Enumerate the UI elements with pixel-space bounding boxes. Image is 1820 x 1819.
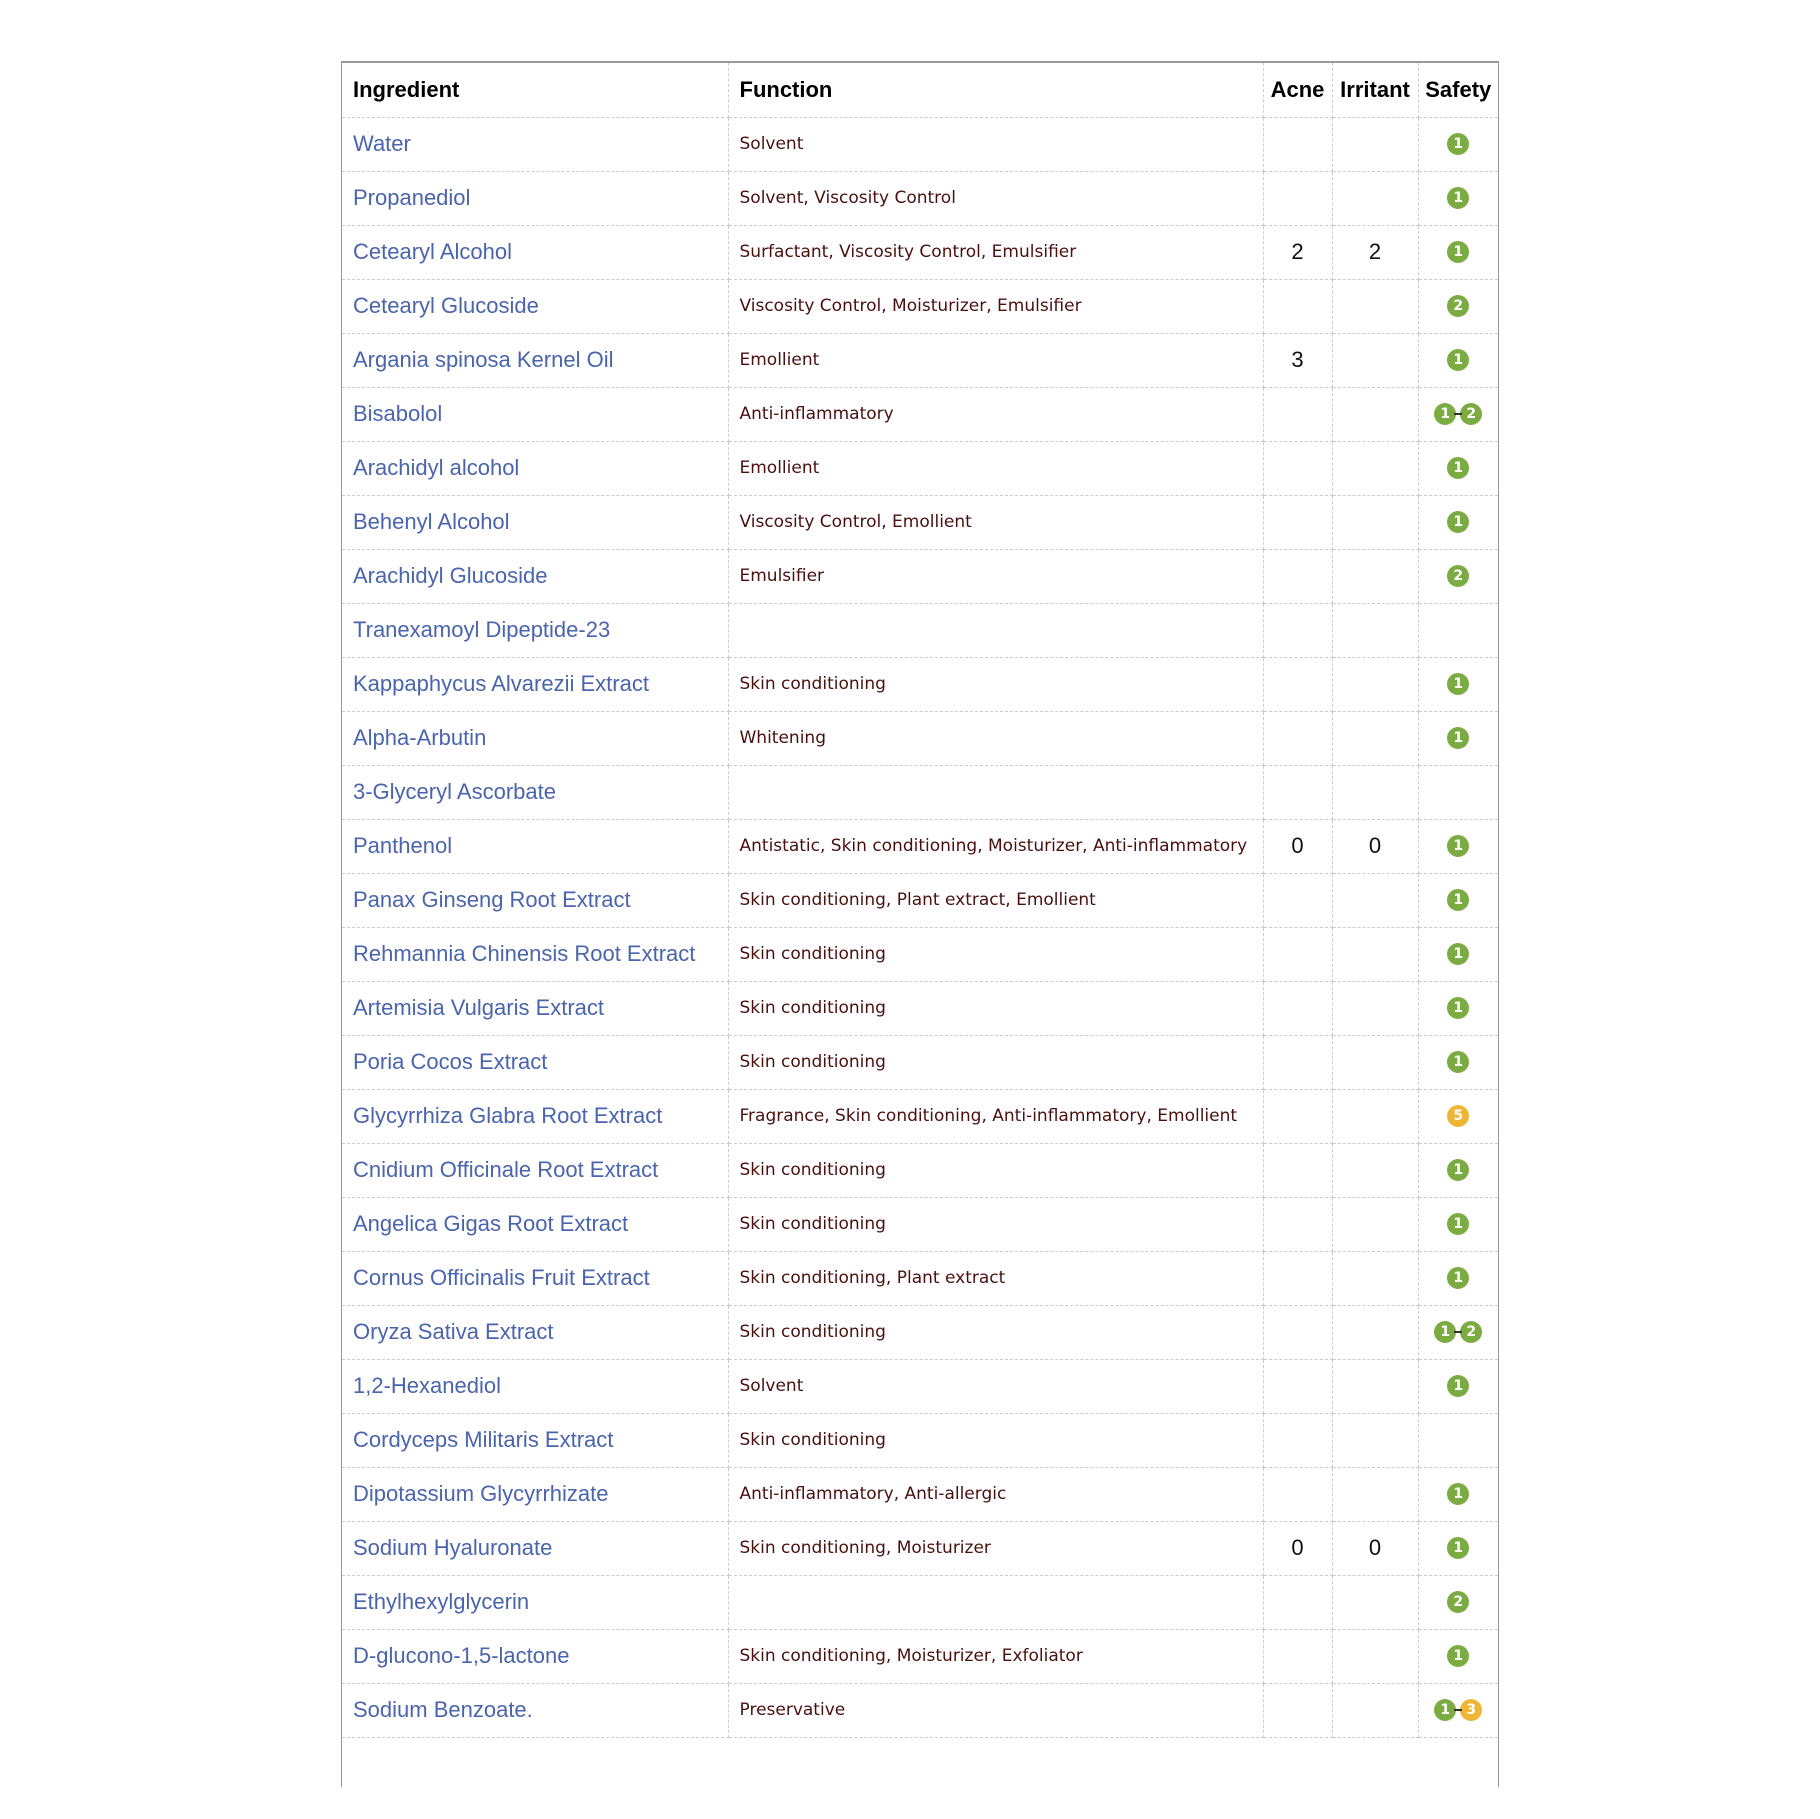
ingredient-link[interactable]: Panax Ginseng Root Extract xyxy=(342,873,728,927)
safety-cell xyxy=(1418,603,1498,657)
acne-cell xyxy=(1263,1197,1332,1251)
ingredient-link[interactable]: Behenyl Alcohol xyxy=(342,495,728,549)
safety-score-badge: 1 xyxy=(1447,835,1469,857)
safety-score-badge: 3 xyxy=(1460,1699,1482,1721)
table-row xyxy=(342,1251,1498,1305)
acne-cell xyxy=(1263,1035,1332,1089)
table-row xyxy=(342,441,1498,495)
ingredient-link[interactable]: Water xyxy=(342,117,728,171)
acne-cell xyxy=(1263,603,1332,657)
safety-score-badge: 1 xyxy=(1434,403,1456,425)
irritant-cell xyxy=(1332,1467,1418,1521)
table-row xyxy=(342,927,1498,981)
function-cell: Preservative xyxy=(728,1683,1263,1737)
acne-cell xyxy=(1263,1143,1332,1197)
function-cell: Skin conditioning xyxy=(728,657,1263,711)
ingredient-link[interactable]: Poria Cocos Extract xyxy=(342,1035,728,1089)
safety-cell xyxy=(1418,1251,1498,1305)
safety-cell xyxy=(1418,765,1498,819)
table-row xyxy=(342,765,1498,819)
table-row xyxy=(342,711,1498,765)
table-row xyxy=(342,1089,1498,1143)
safety-score-badge: 1 xyxy=(1447,727,1469,749)
safety-cell xyxy=(1418,333,1498,387)
safety-cell xyxy=(1418,1143,1498,1197)
ingredient-link[interactable]: Propanediol xyxy=(342,171,728,225)
safety-cell xyxy=(1418,711,1498,765)
irritant-cell xyxy=(1332,873,1418,927)
irritant-cell xyxy=(1332,603,1418,657)
safety-range-dash xyxy=(1454,1709,1462,1711)
irritant-cell: 0 xyxy=(1332,1521,1418,1575)
function-cell: Viscosity Control, Moisturizer, Emulsifier xyxy=(728,279,1263,333)
ingredient-link[interactable]: Kappaphycus Alvarezii Extract xyxy=(342,657,728,711)
function-cell xyxy=(728,1575,1263,1629)
acne-cell xyxy=(1263,171,1332,225)
safety-cell xyxy=(1418,171,1498,225)
irritant-cell xyxy=(1332,765,1418,819)
function-cell: Skin conditioning xyxy=(728,1413,1263,1467)
table-row xyxy=(342,171,1498,225)
table-row xyxy=(342,603,1498,657)
ingredient-link[interactable]: Argania spinosa Kernel Oil xyxy=(342,333,728,387)
ingredient-link[interactable]: Cordyceps Militaris Extract xyxy=(342,1413,728,1467)
function-cell: Skin conditioning xyxy=(728,1035,1263,1089)
irritant-cell xyxy=(1332,927,1418,981)
safety-cell xyxy=(1418,657,1498,711)
safety-score-badge: 1 xyxy=(1447,241,1469,263)
table-row xyxy=(342,549,1498,603)
safety-cell xyxy=(1418,1683,1498,1737)
safety-cell xyxy=(1418,549,1498,603)
safety-cell xyxy=(1418,873,1498,927)
safety-cell xyxy=(1418,387,1498,441)
function-cell: Solvent, Viscosity Control xyxy=(728,171,1263,225)
irritant-cell xyxy=(1332,387,1418,441)
ingredient-link[interactable]: Oryza Sativa Extract xyxy=(342,1305,728,1359)
safety-score-badge: 2 xyxy=(1460,1321,1482,1343)
safety-score-badge: 2 xyxy=(1447,1591,1469,1613)
table-row xyxy=(342,1521,1498,1575)
function-cell: Solvent xyxy=(728,1359,1263,1413)
safety-score-badge: 1 xyxy=(1447,1483,1469,1505)
function-cell: Skin conditioning, Plant extract xyxy=(728,1251,1263,1305)
function-cell: Emollient xyxy=(728,441,1263,495)
irritant-cell xyxy=(1332,441,1418,495)
irritant-cell: 0 xyxy=(1332,819,1418,873)
ingredient-link[interactable]: Dipotassium Glycyrrhizate xyxy=(342,1467,728,1521)
irritant-cell xyxy=(1332,171,1418,225)
safety-score-badge: 1 xyxy=(1447,457,1469,479)
safety-range-dash xyxy=(1454,413,1462,415)
function-cell: Anti-inflammatory, Anti-allergic xyxy=(728,1467,1263,1521)
safety-range-dash xyxy=(1454,1331,1462,1333)
ingredient-link[interactable]: Artemisia Vulgaris Extract xyxy=(342,981,728,1035)
ingredient-link[interactable]: Cetearyl Alcohol xyxy=(342,225,728,279)
irritant-cell xyxy=(1332,333,1418,387)
function-cell: Skin conditioning xyxy=(728,1305,1263,1359)
safety-cell xyxy=(1418,225,1498,279)
safety-score-badge: 1 xyxy=(1447,889,1469,911)
table-row xyxy=(342,1629,1498,1683)
table-row xyxy=(342,1413,1498,1467)
function-cell: Skin conditioning xyxy=(728,1143,1263,1197)
safety-cell xyxy=(1418,1089,1498,1143)
acne-cell xyxy=(1263,549,1332,603)
ingredient-link[interactable]: D-glucono-1,5-lactone xyxy=(342,1629,728,1683)
acne-cell xyxy=(1263,117,1332,171)
safety-score-badge: 1 xyxy=(1447,673,1469,695)
function-cell: Emulsifier xyxy=(728,549,1263,603)
function-cell: Skin conditioning xyxy=(728,1197,1263,1251)
irritant-cell: 2 xyxy=(1332,225,1418,279)
safety-score-badge: 1 xyxy=(1447,133,1469,155)
irritant-cell xyxy=(1332,495,1418,549)
acne-cell xyxy=(1263,279,1332,333)
irritant-cell xyxy=(1332,1035,1418,1089)
acne-cell xyxy=(1263,1089,1332,1143)
safety-score-badge: 1 xyxy=(1447,1213,1469,1235)
function-cell: Antistatic, Skin conditioning, Moisturizer, Anti-inflammatory xyxy=(728,819,1263,873)
irritant-cell xyxy=(1332,1305,1418,1359)
ingredient-link[interactable]: Cetearyl Glucoside xyxy=(342,279,728,333)
safety-score-badge: 2 xyxy=(1447,295,1469,317)
table-row xyxy=(342,387,1498,441)
ingredient-link[interactable]: Cornus Officinalis Fruit Extract xyxy=(342,1251,728,1305)
table-row xyxy=(342,1197,1498,1251)
ingredient-link[interactable]: Glycyrrhiza Glabra Root Extract xyxy=(342,1089,728,1143)
safety-cell xyxy=(1418,1305,1498,1359)
function-cell: Skin conditioning, Plant extract, Emollient xyxy=(728,873,1263,927)
irritant-cell xyxy=(1332,1251,1418,1305)
safety-cell xyxy=(1418,819,1498,873)
irritant-cell xyxy=(1332,117,1418,171)
table-row xyxy=(342,117,1498,171)
ingredient-link[interactable]: Alpha-Arbutin xyxy=(342,711,728,765)
acne-cell xyxy=(1263,711,1332,765)
acne-cell xyxy=(1263,1413,1332,1467)
safety-cell xyxy=(1418,1197,1498,1251)
table-row xyxy=(342,981,1498,1035)
table-row xyxy=(342,333,1498,387)
acne-cell: 2 xyxy=(1263,225,1332,279)
table-row xyxy=(342,819,1498,873)
irritant-cell xyxy=(1332,1197,1418,1251)
safety-cell xyxy=(1418,441,1498,495)
ingredient-link[interactable]: Tranexamoyl Dipeptide-23 xyxy=(342,603,728,657)
function-cell xyxy=(728,603,1263,657)
safety-score-badge: 1 xyxy=(1434,1321,1456,1343)
safety-cell xyxy=(1418,1035,1498,1089)
safety-score-badge: 1 xyxy=(1447,1537,1469,1559)
table-row xyxy=(342,495,1498,549)
header-acne: Acne xyxy=(1263,63,1332,117)
irritant-cell xyxy=(1332,711,1418,765)
ingredient-link[interactable]: Arachidyl alcohol xyxy=(342,441,728,495)
safety-score-badge: 1 xyxy=(1447,997,1469,1019)
table-row xyxy=(342,1143,1498,1197)
ingredient-link[interactable]: Panthenol xyxy=(342,819,728,873)
function-cell: Anti-inflammatory xyxy=(728,387,1263,441)
table-row xyxy=(342,1575,1498,1629)
table-row xyxy=(342,225,1498,279)
table-row xyxy=(342,1683,1498,1737)
safety-score-badge: 1 xyxy=(1447,349,1469,371)
function-cell: Skin conditioning, Moisturizer, Exfoliator xyxy=(728,1629,1263,1683)
ingredient-table-container xyxy=(341,61,1499,1787)
irritant-cell xyxy=(1332,1683,1418,1737)
ingredient-link[interactable]: Bisabolol xyxy=(342,387,728,441)
table-row xyxy=(342,1035,1498,1089)
safety-cell xyxy=(1418,1359,1498,1413)
ingredient-link[interactable]: Ethylhexylglycerin xyxy=(342,1575,728,1629)
table-row xyxy=(342,657,1498,711)
irritant-cell xyxy=(1332,657,1418,711)
ingredient-link[interactable]: 1,2-Hexanediol xyxy=(342,1359,728,1413)
safety-cell xyxy=(1418,927,1498,981)
function-cell xyxy=(728,765,1263,819)
irritant-cell xyxy=(1332,279,1418,333)
acne-cell xyxy=(1263,765,1332,819)
ingredient-link[interactable]: Sodium Benzoate. xyxy=(342,1683,728,1737)
header-safety: Safety xyxy=(1418,63,1498,117)
safety-score-badge: 2 xyxy=(1460,403,1482,425)
acne-cell xyxy=(1263,387,1332,441)
safety-score-badge: 1 xyxy=(1447,1375,1469,1397)
function-cell: Whitening xyxy=(728,711,1263,765)
ingredient-link[interactable]: Arachidyl Glucoside xyxy=(342,549,728,603)
function-cell: Skin conditioning, Moisturizer xyxy=(728,1521,1263,1575)
safety-cell xyxy=(1418,495,1498,549)
header-function: Function xyxy=(728,63,1263,117)
safety-cell xyxy=(1418,1413,1498,1467)
acne-cell xyxy=(1263,1251,1332,1305)
safety-cell xyxy=(1418,1629,1498,1683)
safety-cell xyxy=(1418,1575,1498,1629)
ingredient-link[interactable]: Cnidium Officinale Root Extract xyxy=(342,1143,728,1197)
acne-cell xyxy=(1263,1575,1332,1629)
acne-cell xyxy=(1263,873,1332,927)
header-ingredient: Ingredient xyxy=(342,63,728,117)
acne-cell xyxy=(1263,981,1332,1035)
function-cell: Skin conditioning xyxy=(728,981,1263,1035)
irritant-cell xyxy=(1332,549,1418,603)
function-cell: Fragrance, Skin conditioning, Anti-inflammatory, Emollient xyxy=(728,1089,1263,1143)
safety-score-badge: 1 xyxy=(1447,943,1469,965)
ingredient-link[interactable]: 3-Glyceryl Ascorbate xyxy=(342,765,728,819)
function-cell: Solvent xyxy=(728,117,1263,171)
acne-cell: 3 xyxy=(1263,333,1332,387)
acne-cell xyxy=(1263,1629,1332,1683)
safety-cell xyxy=(1418,279,1498,333)
safety-score-badge: 1 xyxy=(1447,187,1469,209)
irritant-cell xyxy=(1332,981,1418,1035)
irritant-cell xyxy=(1332,1629,1418,1683)
ingredient-link[interactable]: Rehmannia Chinensis Root Extract xyxy=(342,927,728,981)
function-cell: Emollient xyxy=(728,333,1263,387)
acne-cell xyxy=(1263,441,1332,495)
function-cell: Skin conditioning xyxy=(728,927,1263,981)
table-row xyxy=(342,279,1498,333)
safety-score-badge: 1 xyxy=(1447,511,1469,533)
table-body xyxy=(342,117,1498,1737)
acne-cell: 0 xyxy=(1263,1521,1332,1575)
table-row xyxy=(342,1467,1498,1521)
acne-cell xyxy=(1263,1359,1332,1413)
table-row xyxy=(342,873,1498,927)
safety-score-badge: 2 xyxy=(1447,565,1469,587)
irritant-cell xyxy=(1332,1359,1418,1413)
acne-cell xyxy=(1263,1467,1332,1521)
safety-cell xyxy=(1418,117,1498,171)
acne-cell: 0 xyxy=(1263,819,1332,873)
function-cell: Viscosity Control, Emollient xyxy=(728,495,1263,549)
irritant-cell xyxy=(1332,1575,1418,1629)
acne-cell xyxy=(1263,1305,1332,1359)
table-row xyxy=(342,1305,1498,1359)
header-irritant: Irritant xyxy=(1332,63,1418,117)
safety-score-badge: 1 xyxy=(1447,1645,1469,1667)
ingredient-link[interactable]: Angelica Gigas Root Extract xyxy=(342,1197,728,1251)
safety-score-badge: 1 xyxy=(1434,1699,1456,1721)
acne-cell xyxy=(1263,657,1332,711)
table-row xyxy=(342,1359,1498,1413)
safety-cell xyxy=(1418,1521,1498,1575)
acne-cell xyxy=(1263,927,1332,981)
function-cell: Surfactant, Viscosity Control, Emulsifier xyxy=(728,225,1263,279)
safety-cell xyxy=(1418,981,1498,1035)
table-header-row xyxy=(342,63,1498,117)
safety-score-badge: 1 xyxy=(1447,1267,1469,1289)
safety-score-badge: 5 xyxy=(1447,1105,1469,1127)
safety-score-badge: 1 xyxy=(1447,1051,1469,1073)
irritant-cell xyxy=(1332,1089,1418,1143)
acne-cell xyxy=(1263,495,1332,549)
acne-cell xyxy=(1263,1683,1332,1737)
ingredient-table xyxy=(342,63,1498,1738)
irritant-cell xyxy=(1332,1413,1418,1467)
irritant-cell xyxy=(1332,1143,1418,1197)
safety-score-badge: 1 xyxy=(1447,1159,1469,1181)
safety-cell xyxy=(1418,1467,1498,1521)
ingredient-link[interactable]: Sodium Hyaluronate xyxy=(342,1521,728,1575)
